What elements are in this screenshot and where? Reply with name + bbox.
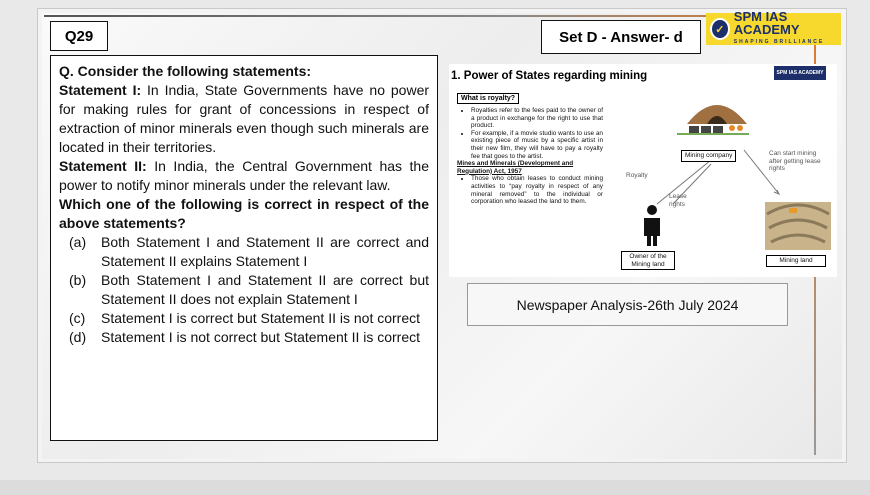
question-intro: Q. Consider the following statements: bbox=[59, 63, 312, 79]
logo-title: SPM IAS ACADEMY bbox=[733, 8, 800, 37]
statement-1-text: In India, State Governments have no power for making rules for grant of concessions in respect of extraction of minor minerals even though such minerals are located in their territories. bbox=[59, 82, 430, 155]
slide bbox=[37, 8, 847, 463]
can-start-label: Can start mining after getting lease rights bbox=[769, 150, 821, 172]
question-ask: Which one of the following is correct in respect of the above statements? bbox=[59, 196, 429, 231]
owner-label: Owner of the Mining land bbox=[621, 251, 675, 270]
academy-logo bbox=[706, 8, 841, 45]
options-list bbox=[59, 233, 429, 347]
option-b: (b) Both Statement I and Statement II are correct but Statement II does not explain Statement I bbox=[69, 272, 429, 307]
statement-2-text: In India, the Central Government has the power to notify minor minerals under the relevant law. bbox=[59, 158, 430, 193]
bullet-1: • Royalties refer to the fees paid to the owner of a product in exchange for the right to use that product. bbox=[471, 107, 603, 130]
lease-rights-label: Lease rights bbox=[669, 193, 687, 208]
royalty-tag: What is royalty? bbox=[457, 93, 519, 104]
option-a: (a) Both Statement I and Statement II are correct and Statement II explains Statement I bbox=[69, 234, 429, 269]
mining-land-label: Mining land bbox=[766, 255, 826, 267]
news-mini-logo: SPM IAS ACADEMY bbox=[774, 66, 826, 80]
owner-person-icon bbox=[644, 205, 660, 246]
option-c: (c) Statement I is correct but Statement II is not correct bbox=[69, 310, 421, 326]
mining-land-icon bbox=[765, 202, 831, 250]
answer-box bbox=[541, 20, 701, 54]
option-d: (d) Statement I is not correct but Statement II is correct bbox=[69, 329, 421, 345]
bullet-2: • For example, if a movie studio wants to use an existing piece of music by a specific artist in their new film, they will have to pay a royalty fee that goes to the artist. bbox=[471, 130, 603, 160]
statement-2-label: Statement II: bbox=[59, 158, 147, 174]
frame-line-top bbox=[44, 15, 814, 17]
question-number: Q29 bbox=[64, 27, 94, 45]
answer-text: Set D - Answer- d bbox=[559, 28, 683, 46]
logo-emblem-icon: ✓ bbox=[710, 18, 730, 40]
royalty-label: Royalty bbox=[626, 172, 648, 179]
bottom-strip bbox=[0, 480, 870, 495]
mining-company-label: Mining company bbox=[681, 150, 736, 162]
news-image bbox=[449, 64, 837, 277]
question-number-box bbox=[50, 21, 108, 51]
act-title: Mines and Minerals (Development and Regulation) Act, 1957 bbox=[457, 160, 574, 175]
newspaper-caption: Newspaper Analysis-26th July 2024 bbox=[516, 296, 739, 313]
mining-mine-icon bbox=[677, 105, 749, 134]
logo-subtitle: SHAPING BRILLIANCE bbox=[733, 38, 825, 45]
newspaper-caption-box bbox=[467, 283, 788, 326]
news-title: 1. Power of States regarding mining bbox=[451, 70, 648, 82]
statement-1-label: Statement I: bbox=[59, 82, 142, 98]
bullet-3: • Those who obtain leases to conduct mining activities to “pay royalty in respect of any mineral removed” to the individual or corporation who leased the land to them. bbox=[471, 175, 603, 205]
question-panel bbox=[50, 55, 438, 441]
